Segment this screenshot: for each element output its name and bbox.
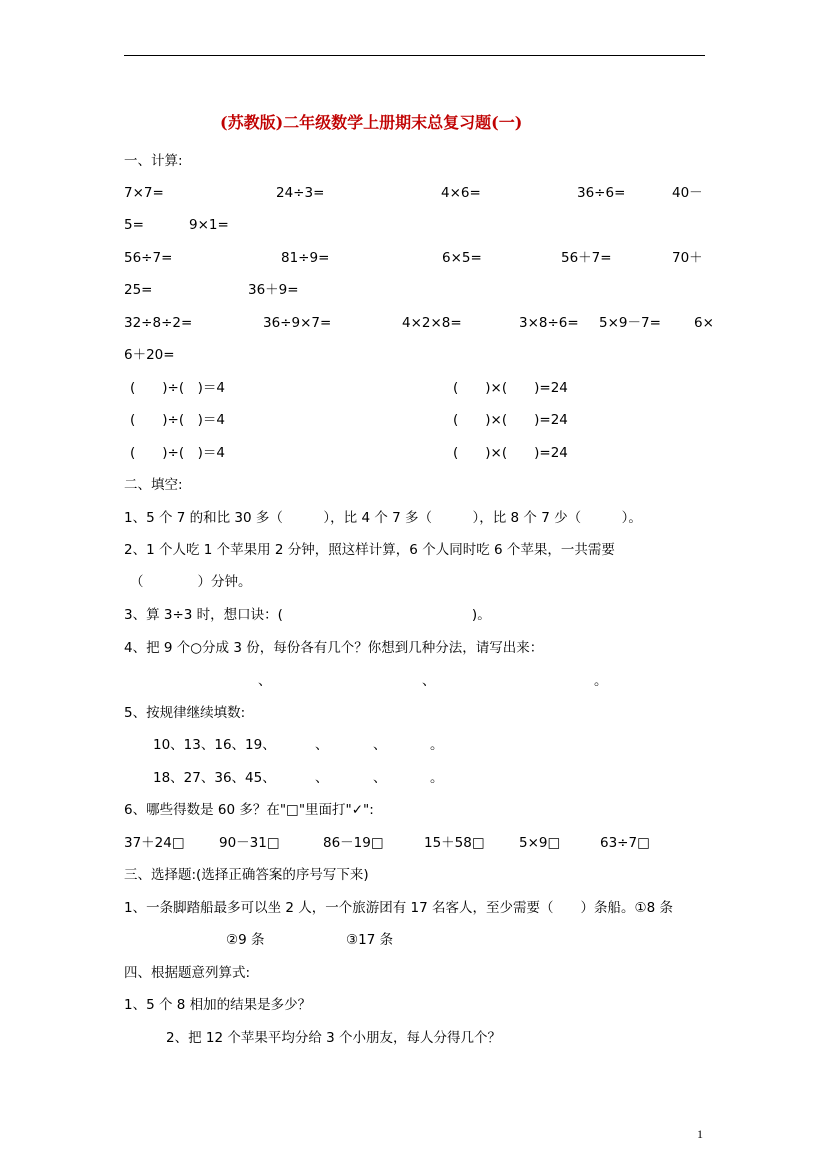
question-text: 4、把 9 个○分成 3 份，每份各有几个？你想到几种分法，请写出来： — [124, 640, 544, 656]
calc-item: 36÷6= — [577, 185, 626, 201]
question-text: 1、5 个 7 的和比 30 多（ ），比 4 个 7 多（ ），比 8 个 7 少（ ）。 — [124, 510, 642, 526]
section-2-heading: 二、填空: — [124, 477, 183, 493]
division-blank: ( )÷( )＝4 — [130, 412, 225, 428]
calc-item: 36÷9×7= — [263, 315, 332, 331]
multiplication-blank: ( )×( )=24 — [453, 412, 568, 428]
sequence-separator: 、 — [373, 770, 387, 786]
sequence-row: 10、13、16、19、 — [153, 737, 276, 753]
section-4-heading: 四、根据题意列算式: — [124, 965, 251, 981]
answer-separator: 、 — [258, 673, 272, 689]
question-text: 3、算 3÷3 时，想口诀：( )。 — [124, 607, 491, 623]
multiplication-blank: ( )×( )=24 — [453, 445, 568, 461]
calc-item: 5×9－7= — [599, 315, 661, 331]
question-text: 2、把 12 个苹果平均分给 3 个小朋友，每人分得几个？ — [166, 1030, 502, 1046]
calc-item: 36＋9= — [248, 282, 299, 298]
header-rule — [124, 55, 705, 56]
calc-item: 9×1= — [189, 217, 229, 233]
calc-item: 25= — [124, 282, 153, 298]
calc-item: 56＋7= — [561, 250, 612, 266]
calc-item: 32÷8÷2= — [124, 315, 193, 331]
answer-separator: 、 — [422, 673, 436, 689]
calc-item: 24÷3= — [276, 185, 325, 201]
question-text: 1、5 个 8 相加的结果是多少？ — [124, 997, 312, 1013]
sequence-separator: 。 — [430, 770, 444, 786]
calc-item: 6＋20= — [124, 347, 175, 363]
sequence-separator: 、 — [315, 770, 329, 786]
question-text: 5、按规律继续填数: — [124, 705, 246, 721]
page-title: (苏教版)二年级数学上册期末总复习题(一) — [220, 113, 523, 132]
question-text: 1、一条脚踏船最多可以坐 2 人，一个旅游团有 17 名客人，至少需要（ ）条船。①8 条 — [124, 900, 674, 916]
check-item: 90－31□ — [219, 835, 280, 851]
calc-item: 70＋ — [672, 250, 703, 266]
calc-item: 5= — [124, 217, 144, 233]
check-item: 15＋58□ — [424, 835, 485, 851]
calc-item: 40－ — [672, 185, 703, 201]
answer-separator: 。 — [594, 673, 608, 689]
page-number: 1 — [697, 1127, 703, 1141]
check-item: 5×9□ — [519, 835, 561, 851]
calc-item: 6×5= — [442, 250, 482, 266]
choice-option: ③17 条 — [346, 932, 394, 948]
calc-item: 81÷9= — [281, 250, 330, 266]
question-text: 2、1 个人吃 1 个苹果用 2 分钟，照这样计算，6 个人同时吃 6 个苹果，一共需要 — [124, 542, 615, 558]
section-3-heading: 三、选择题:(选择正确答案的序号写下来) — [124, 867, 369, 883]
division-blank: ( )÷( )＝4 — [130, 445, 225, 461]
check-item: 86－19□ — [323, 835, 384, 851]
calc-item: 4×2×8= — [402, 315, 462, 331]
check-item: 63÷7□ — [600, 835, 650, 851]
question-text: （ ）分钟。 — [130, 574, 252, 590]
calc-item: 3×8÷6= — [519, 315, 579, 331]
question-text: 6、哪些得数是 60 多？在"□"里面打"✓": — [124, 802, 374, 818]
check-item: 37＋24□ — [124, 835, 185, 851]
calc-item: 6× — [694, 315, 714, 331]
calc-item: 56÷7= — [124, 250, 173, 266]
section-1-heading: 一、计算: — [124, 153, 183, 169]
sequence-separator: 、 — [315, 737, 329, 753]
calc-item: 4×6= — [441, 185, 481, 201]
sequence-separator: 。 — [430, 737, 444, 753]
multiplication-blank: ( )×( )=24 — [453, 380, 568, 396]
calc-item: 7×7= — [124, 185, 164, 201]
sequence-separator: 、 — [373, 737, 387, 753]
choice-option: ②9 条 — [226, 932, 265, 948]
sequence-row: 18、27、36、45、 — [153, 770, 276, 786]
division-blank: ( )÷( )＝4 — [130, 380, 225, 396]
